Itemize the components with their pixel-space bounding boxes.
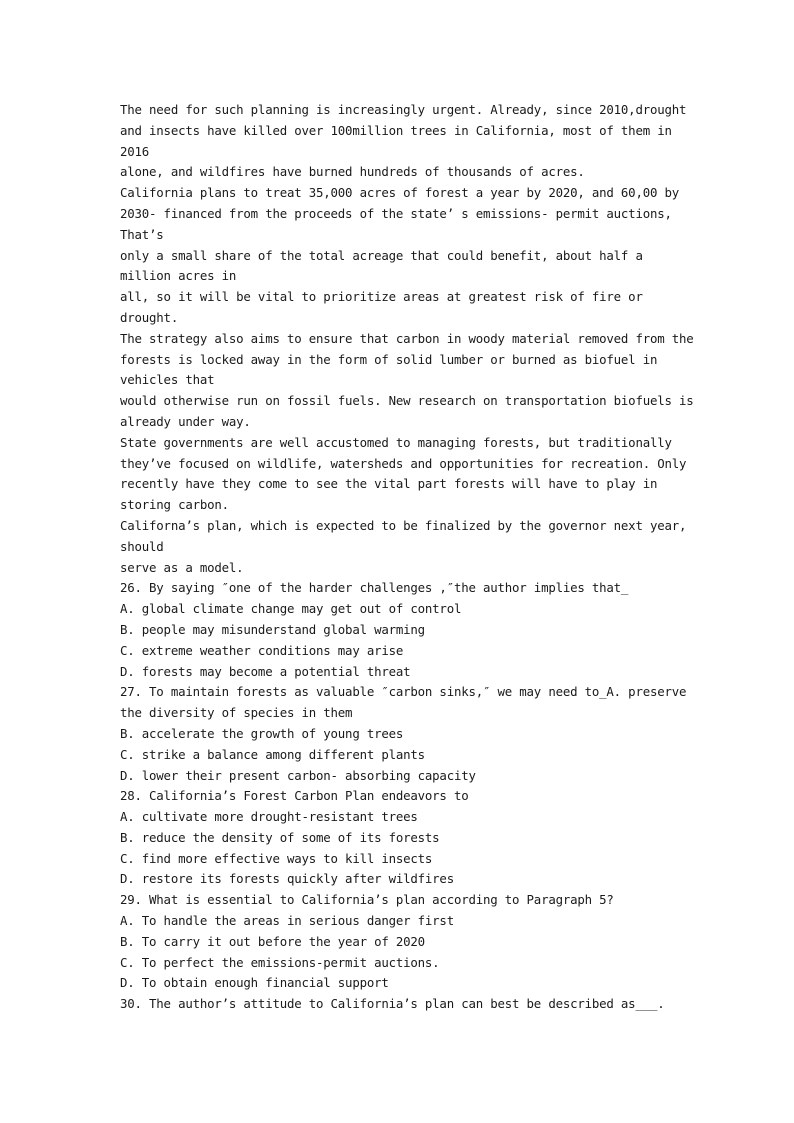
question-28-option-b: B. reduce the density of some of its forests [120,829,440,845]
question-26-option-d: D. forests may become a potential threat [120,663,411,679]
question-26-option-b: B. people may misunderstand global warming [120,621,425,637]
text-line: all, so it will be vital to prioritize areas at greatest risk of fire or [120,289,643,305]
question-29-option-a: A. To handle the areas in serious danger first [120,913,454,929]
question-27-stem: 27. To maintain forests as valuable ″carbon sinks,″ we may need to_A. preserve [120,684,687,700]
question-27-option-d: D. lower their present carbon- absorbing capacity [120,767,476,783]
text-line: 2030- financed from the proceeds of the state’ s emissions- permit auctions, [120,205,672,221]
text-line: California plans to treat 35,000 acres of forest a year by 2020, and 60,00 by [120,185,680,201]
question-29-option-b: B. To carry it out before the year of 2020 [120,933,425,949]
text-line: they’ve focused on wildlife, watersheds and opportunities for recreation. Only [120,455,687,471]
text-line: 2016 [120,143,150,159]
text-line: and insects have killed over 100million trees in California, most of them in [120,122,672,138]
text-line: storing carbon. [120,497,229,513]
text-line: The need for such planning is increasingly urgent. Already, since 2010,drought [120,102,687,117]
question-29-stem: 29. What is essential to California’s plan according to Paragraph 5? [120,892,614,908]
question-29-option-c: C. To perfect the emissions-permit auctions. [120,954,440,970]
question-30-stem: 30. The author’s attitude to California’s plan can best be described as___. [120,996,665,1012]
text-line: Californa’s plan, which is expected to be finalized by the governor next year, [120,517,687,533]
text-line: recently have they come to see the vital part forests will have to play in [120,476,658,492]
text-line: serve as a model. [120,559,244,575]
text-line: million acres in [120,268,237,284]
document-text-body [120,100,694,1015]
question-29-option-d: D. To obtain enough financial support [120,975,389,991]
text-line: alone, and wildfires have burned hundreds of thousands of acres. [120,164,585,180]
question-28-stem: 28. California’s Forest Carbon Plan endeavors to [120,788,469,804]
text-line: should [120,538,164,554]
question-27-option-b: B. accelerate the growth of young trees [120,725,404,741]
question-28-option-a: A. cultivate more drought-resistant trees [120,809,418,825]
question-27-option-a-cont: the diversity of species in them [120,705,353,721]
question-27-option-c: C. strike a balance among different plants [120,746,425,762]
text-line: vehicles that [120,372,215,388]
text-line: drought. [120,309,179,325]
question-26-option-c: C. extreme weather conditions may arise [120,642,404,658]
text-line: would otherwise run on fossil fuels. New research on transportation biofuels is [120,393,694,409]
text-line: State governments are well accustomed to managing forests, but traditionally [120,434,672,450]
question-28-option-c: C. find more effective ways to kill insects [120,850,433,866]
question-28-option-d: D. restore its forests quickly after wildfires [120,871,454,887]
question-26-stem: 26. By saying ″one of the harder challenges ,″the author implies that_ [120,580,629,596]
text-line: forests is locked away in the form of solid lumber or burned as biofuel in [120,351,658,367]
question-26-option-a: A. global climate change may get out of control [120,601,462,617]
text-line: only a small share of the total acreage that could benefit, about half a [120,247,643,263]
text-line: already under way. [120,413,251,429]
text-line: The strategy also aims to ensure that carbon in woody material removed from the [120,330,694,346]
text-line: That’s [120,226,164,242]
